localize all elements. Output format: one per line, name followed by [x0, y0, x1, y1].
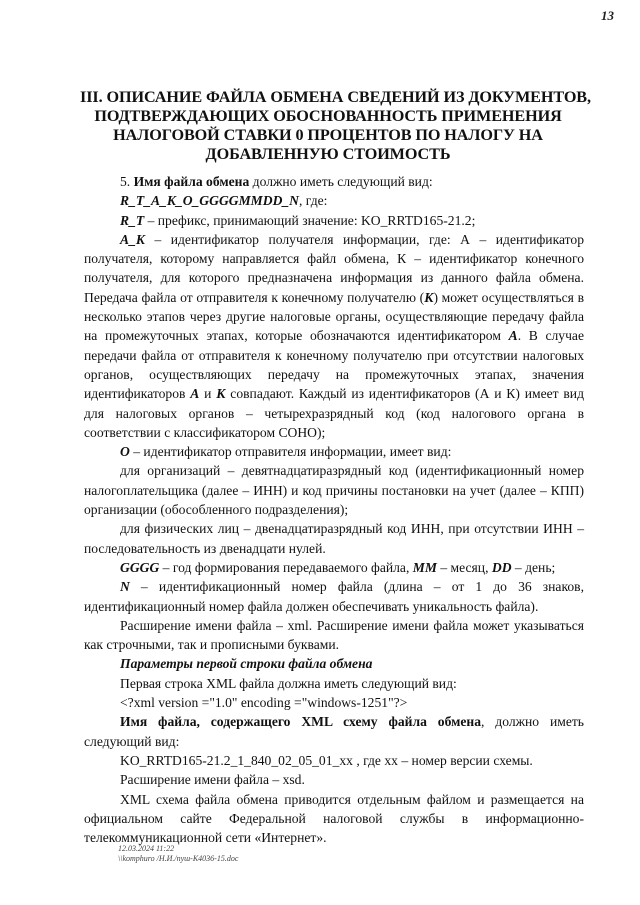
paragraph-prefix — [84, 211, 584, 230]
subheading-first-line: Параметры первой строки файла обмена — [120, 656, 373, 672]
footer-file-path: \\komphuro /Н.И./пуш-К4036-15.doc — [118, 854, 239, 863]
paragraph-first-line: Первая строка XML файла должна иметь следующий вид: — [120, 675, 457, 691]
xml-declaration: <?xml version ="1.0" encoding ="windows-1251"?> — [120, 695, 408, 711]
term: К — [424, 289, 434, 305]
paragraph-sender — [84, 442, 584, 461]
title-line: ПОДТВЕРЖДАЮЩИХ ОБОСНОВАННОСТЬ ПРИМЕНЕНИЯ — [94, 107, 562, 125]
title-line: III. ОПИСАНИЕ ФАЙЛА ОБМЕНА СВЕДЕНИЙ ИЗ ДОКУМЕНТОВ, — [80, 88, 591, 106]
text: . В случае передачи файла от отправителя к конечному получателю при отсутствии налоговых органов, осуществляющих передачу на промежуточных этапах, значения идентификаторов — [84, 328, 585, 402]
text: , должно иметь следующий вид: — [84, 714, 584, 749]
text: совпадают. Каждый из идентификаторов (А и К) имеет вид для налоговых органов – четырехразрядный код (код налогового органа в соответствии с классификатором СОНО); — [84, 386, 584, 440]
text: и — [199, 386, 217, 402]
paragraph-extension: Расширение имени файла – xml. Расширение имени файла может указываться как строчными, так и прописными буквами. — [84, 617, 584, 653]
term: А — [190, 386, 200, 402]
paragraph-schema-name — [84, 712, 584, 751]
text: – префикс, принимающий значение: KO_RRTD165-21.2; — [144, 212, 476, 228]
title-line: ДОБАВЛЕННУЮ СТОИМОСТЬ — [205, 145, 451, 163]
schema-file-name: KO_RRTD165-21.2_1_840_02_05_01_xx , где хх – номер версии схемы. — [120, 752, 533, 768]
text: – идентификатор получателя информации, где: А – идентификатор получателя, которому направляется файл обмена, К – идентификатор конечного получателя, для которого предназначена информация из данного файла обмена. Передача файла от отправителя к конечному получателю ( — [84, 231, 584, 305]
paragraph-date — [84, 558, 584, 577]
paragraph-file-name — [84, 172, 584, 191]
term: R_T — [120, 212, 145, 228]
paragraph-schema-extension: Расширение имени файла – xsd. — [120, 772, 305, 788]
paragraph-file-number — [84, 577, 584, 616]
file-name-pattern: R_T_A_K_O_GGGGMMDD_N — [120, 193, 299, 209]
text: ) может осуществляться в несколько этапов через другие налоговые органы, осуществляющие передачу файла на промежуточных этапах, которые обозначаются идентификатором — [84, 289, 584, 344]
text: – месяц, — [436, 559, 492, 575]
paragraph-organizations: для организаций – девятнадцатиразрядный код (идентификационный номер налогоплательщика (далее – ИНН) и код причины постановки на учет (далее – КПП) организации (обособленного подразделения); — [84, 463, 584, 518]
page-number: 13 — [601, 8, 614, 23]
bold-term: Имя файла обмена — [133, 174, 250, 189]
term: К — [216, 386, 226, 402]
text: – день; — [511, 559, 556, 575]
text: – идентификатор отправителя информации, имеет вид: — [129, 444, 452, 460]
paragraph-individuals: для физических лиц – двенадцатиразрядный код ИНН, при отсутствии ИНН – последовательность из двенадцати нулей. — [84, 521, 584, 556]
paragraph-schema-publication: XML схема файла обмена приводится отдельным файлом и размещается на официальном сайте Федеральной налоговой службы в информационно-телекоммуникационной сети «Интернет». — [84, 791, 584, 846]
text: , где: — [299, 193, 328, 209]
paragraph-recipient — [84, 230, 584, 442]
section-title — [80, 88, 591, 164]
term: MM — [412, 559, 437, 575]
bold-term: Имя файла, содержащего XML схему файла обмена — [120, 714, 482, 730]
term: N — [120, 579, 130, 595]
text: должно иметь следующий вид: — [249, 174, 433, 189]
document-body — [84, 172, 584, 847]
term: GGGG — [120, 559, 160, 575]
term: O — [120, 444, 130, 460]
term: DD — [491, 559, 512, 575]
footer-timestamp: 12.03.2024 11:22 — [118, 844, 175, 853]
term: А — [508, 328, 518, 344]
paragraph-file-pattern — [84, 191, 584, 210]
footer — [118, 844, 238, 864]
item-number: 5. — [120, 174, 134, 189]
text: – год формирования передаваемого файла, — [159, 559, 413, 575]
text: – идентификационный номер файла (длина – от 1 до 36 знаков, идентификационный номер файла должен обеспечивать уникальность файла). — [84, 579, 584, 614]
term: A_K — [120, 231, 145, 247]
title-line: НАЛОГОВОЙ СТАВКИ 0 ПРОЦЕНТОВ ПО НАЛОГУ НА — [113, 126, 543, 144]
